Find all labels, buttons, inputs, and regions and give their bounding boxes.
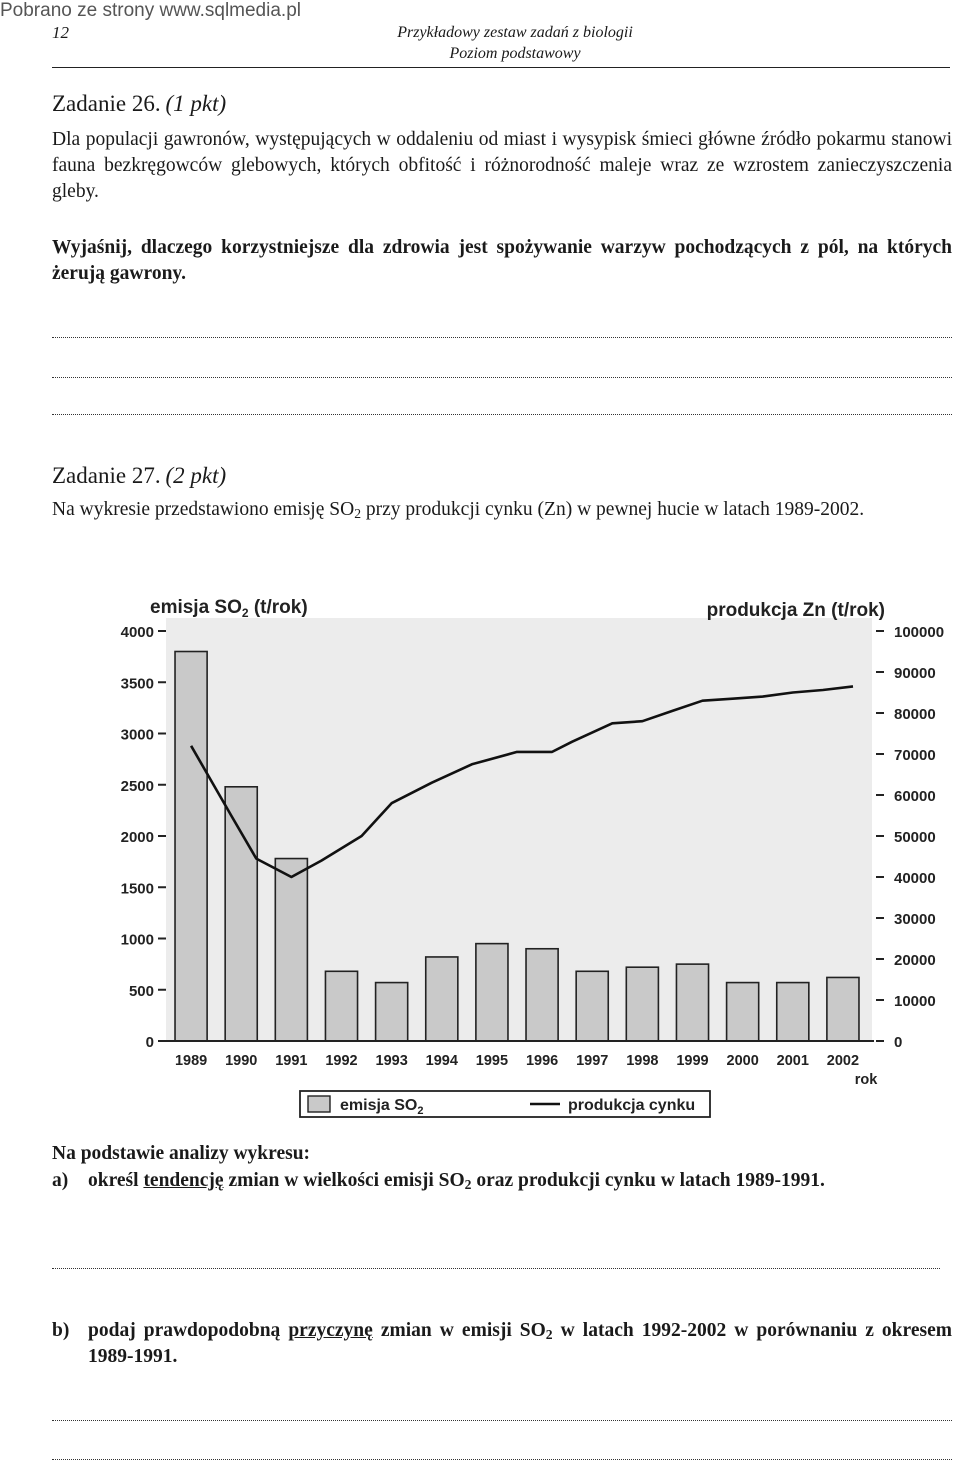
task-26-heading xyxy=(52,91,952,119)
answer-line[interactable] xyxy=(52,414,952,415)
left-tick-label: 500 xyxy=(128,982,154,1000)
bar-so2-emission xyxy=(827,977,859,1041)
plot-area xyxy=(166,618,872,1041)
x-tick-label: 1992 xyxy=(325,1053,358,1069)
right-tick-label: 100000 xyxy=(894,624,945,641)
task-27-title: Zadanie 27. xyxy=(52,463,161,488)
task-27-points: (2 pkt) xyxy=(165,463,227,488)
left-tick-label: 3000 xyxy=(120,726,154,744)
right-tick-label: 10000 xyxy=(894,993,936,1010)
bar-so2-emission xyxy=(626,967,658,1041)
right-tick-label: 40000 xyxy=(894,870,936,887)
x-tick-label: 1990 xyxy=(225,1053,258,1069)
x-axis-title: rok xyxy=(854,1072,878,1088)
left-tick-label: 1500 xyxy=(120,880,154,898)
left-tick-label: 2500 xyxy=(120,777,154,795)
task-27-heading xyxy=(52,463,952,491)
question-a-pre: określ xyxy=(88,1170,144,1191)
bar-so2-emission xyxy=(225,787,257,1041)
right-tick-label: 20000 xyxy=(894,952,936,969)
task-26-question: Wyjaśnij, dlaczego korzystniejsze dla zdrowia jest spożywanie warzyw pochodzących z pól, na których żerują gawrony. xyxy=(52,237,952,284)
emission-production-chart xyxy=(110,588,960,1123)
task-26-points: (1 pkt) xyxy=(165,91,227,116)
question-a xyxy=(52,1168,952,1194)
bar-so2-emission xyxy=(576,971,608,1041)
task-26-intro: Dla populacji gawronów, występujących w oddaleniu od miast i wysypisk śmieci główne źródło pokarmu stanowi fauna bezkręgowców glebowych, których obfitość i różnorodność maleje wraz ze wzrostem zanieczyszczenia gleby. xyxy=(52,129,952,202)
x-tick-label: 1998 xyxy=(626,1053,659,1069)
question-b-pre: podaj prawdopodobną xyxy=(88,1320,289,1341)
bar-so2-emission xyxy=(325,971,357,1041)
task-27-intro-a: Na wykresie przedstawiono emisję SO xyxy=(52,499,355,520)
x-tick-label: 1995 xyxy=(475,1053,509,1069)
bar-so2-emission xyxy=(175,652,207,1042)
legend-bar-swatch xyxy=(308,1096,330,1112)
legend-bar-label: emisja $SO_2$ xyxy=(340,1097,424,1117)
question-a-underlined: tendencję xyxy=(143,1170,224,1191)
question-a-mid: zmian w wielkości emisji SO xyxy=(223,1170,465,1191)
question-b-underlined: przyczynę xyxy=(288,1320,373,1341)
x-tick-label: 2000 xyxy=(726,1053,759,1069)
header-title-line2: Poziom podstawowy xyxy=(449,45,581,62)
watermark: Pobrano ze strony www.sqlmedia.pl xyxy=(0,0,301,21)
answer-line[interactable] xyxy=(52,1420,952,1421)
left-axis-title: emisja $SO_2$ (t/rok) xyxy=(150,597,308,620)
right-axis-title: produkcja Zn (t/rok) xyxy=(706,600,885,621)
question-a-post: oraz produkcji cynku w latach 1989-1991. xyxy=(471,1170,825,1191)
legend-line-label: produkcja cynku xyxy=(568,1097,696,1114)
right-tick-label: 50000 xyxy=(894,829,936,846)
left-tick-label: 3500 xyxy=(120,675,154,693)
x-tick-label: 2002 xyxy=(826,1053,860,1069)
page-header-title xyxy=(330,22,700,64)
right-tick-label: 60000 xyxy=(894,788,936,805)
left-tick-label: 4000 xyxy=(120,624,154,641)
header-divider xyxy=(52,67,950,68)
task-27-intro xyxy=(52,497,952,523)
question-b-post: w latach 1992-2002 w porównaniu z okresem 1989-1991. xyxy=(88,1320,952,1367)
left-tick-label: 1000 xyxy=(120,931,154,949)
left-tick-label: 0 xyxy=(145,1034,154,1051)
x-tick-label: 1989 xyxy=(174,1053,208,1069)
answer-line[interactable] xyxy=(52,1268,940,1269)
subscript: 2 xyxy=(464,1177,472,1192)
question-b-mid: zmian w emisji SO xyxy=(372,1320,546,1341)
x-tick-label: 2001 xyxy=(776,1053,809,1069)
bar-so2-emission xyxy=(526,949,558,1041)
right-tick-label: 80000 xyxy=(894,706,936,723)
bar-so2-emission xyxy=(426,957,458,1041)
right-tick-label: 30000 xyxy=(894,911,936,928)
header-title-line1: Przykładowy zestaw zadań z biologii xyxy=(397,24,633,41)
chart-svg xyxy=(110,588,960,1123)
question-a-label: a) xyxy=(52,1170,69,1191)
x-tick-label: 1997 xyxy=(576,1053,609,1069)
bar-so2-emission xyxy=(376,983,408,1041)
question-a-text xyxy=(88,1168,952,1194)
left-tick-label: 2000 xyxy=(120,829,154,846)
bar-so2-emission xyxy=(727,983,759,1041)
question-b xyxy=(52,1318,952,1370)
bar-so2-emission xyxy=(275,859,307,1041)
x-tick-label: 1996 xyxy=(525,1053,559,1069)
task-27-intro-b: przy produkcji cynku (Zn) w pewnej hucie w latach 1989-2002. xyxy=(361,499,865,520)
subscript: 2 xyxy=(354,506,362,521)
answer-line[interactable] xyxy=(52,377,952,378)
analysis-lead: Na podstawie analizy wykresu: xyxy=(52,1143,311,1164)
bar-so2-emission xyxy=(777,983,809,1041)
right-tick-label: 90000 xyxy=(894,665,936,682)
task-26-title: Zadanie 26. xyxy=(52,91,161,116)
answer-line[interactable] xyxy=(52,337,952,338)
bar-so2-emission xyxy=(476,944,508,1041)
subscript: 2 xyxy=(545,1327,553,1342)
x-tick-label: 1993 xyxy=(375,1053,408,1069)
x-tick-label: 1999 xyxy=(676,1053,709,1069)
x-tick-label: 1991 xyxy=(275,1053,308,1069)
right-tick-label: 70000 xyxy=(894,747,936,764)
question-b-text xyxy=(88,1318,952,1370)
question-b-label: b) xyxy=(52,1320,70,1341)
page-number: 12 xyxy=(52,23,69,42)
answer-line[interactable] xyxy=(52,1459,952,1460)
right-tick-label: 0 xyxy=(894,1034,903,1051)
x-tick-label: 1994 xyxy=(425,1053,458,1069)
bar-so2-emission xyxy=(676,964,708,1041)
